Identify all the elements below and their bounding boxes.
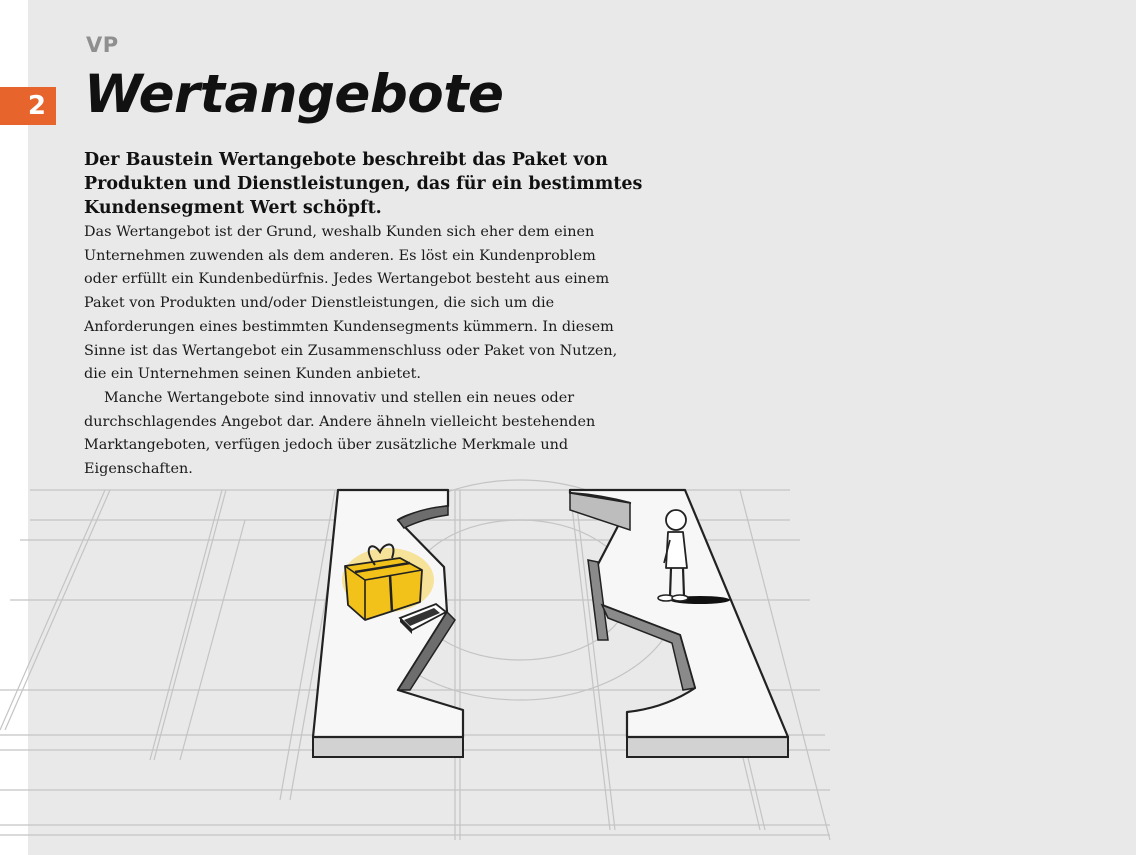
chapter-number: 2 [27, 91, 46, 121]
value-proposition-illustration [0, 470, 1136, 855]
section-code: VP [86, 33, 119, 57]
chapter-number-badge [0, 87, 56, 125]
lead-paragraph: Der Baustein Wertangebote beschreibt das Paket von Produkten und Dienstleistungen, das für ein bestimmtes Kundensegment Wert schöpft. [84, 150, 643, 218]
page-title: Wertangebote [84, 64, 504, 125]
body-paragraph-2: Manche Wertangebote sind innovativ und stellen ein neues oder durchschlagendes Angebot dar. Andere ähneln vielleicht bestehenden Marktangeboten, verfügen jedoch über zusätzliche Merkmale und Eigenschaften. [84, 389, 596, 478]
body-paragraph-1: Das Wertangebot ist der Grund, weshalb Kunden sich eher dem einen Unternehmen zuwenden als dem anderen. Es löst ein Kundenproblem oder erfüllt ein Kundenbedürfnis. Jedes Wertangebot besteht aus einem Paket von Produkten und/oder Dienstleistungen, die sich um die Anforderungen eines bestimmten Kundensegments kümmern. In diesem Sinne ist das Wertangebot ein Zusammenschluss oder Paket von Nutzen, die ein Unternehmen seinen Kunden anbietet. [84, 224, 618, 383]
value-proposition-block [313, 490, 463, 757]
body-text [84, 221, 629, 482]
